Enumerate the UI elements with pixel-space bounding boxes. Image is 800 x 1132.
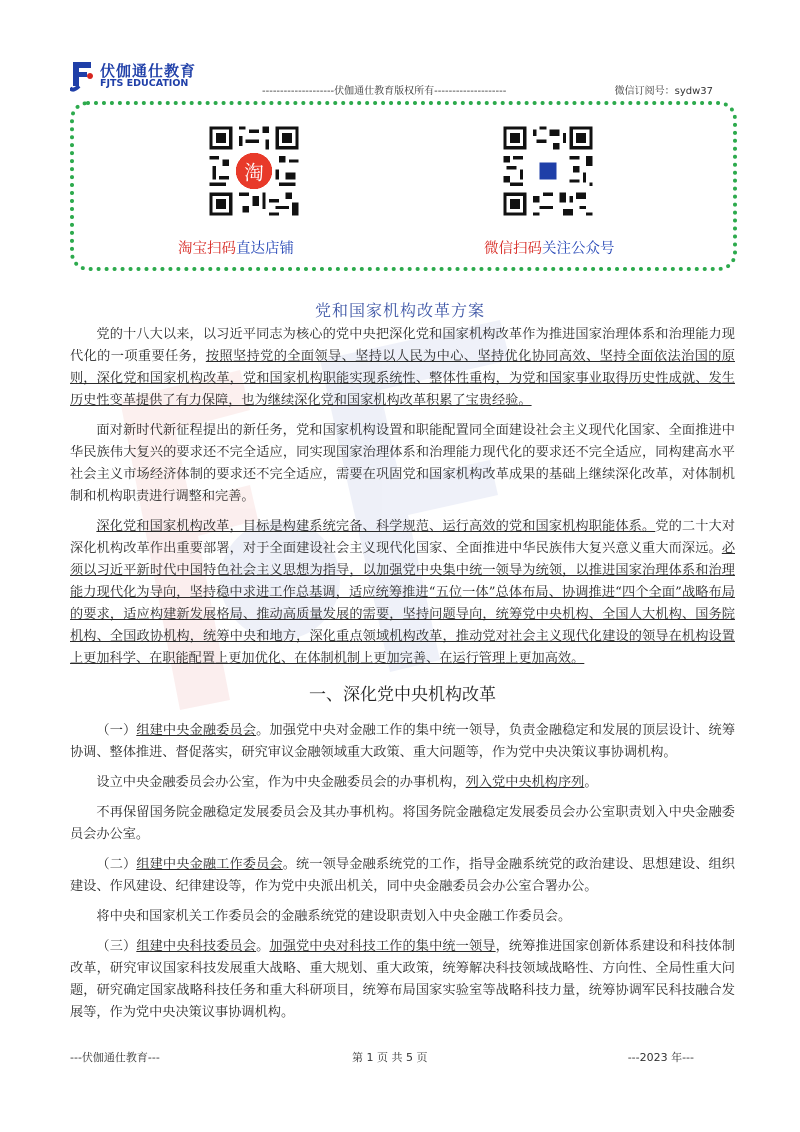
logo-text-cn: 伏伽通仕教育 (100, 62, 197, 80)
item-financial-commission: （一）组建中央金融委员会。加强党中央对金融工作的集中统一领导，负责金融稳定和发展的顶层设计、统筹协调、整体推进、督促落实，研究审议金融领域重大政策、重大问题等，作为党中央决策议事协调机构。 (70, 723, 736, 760)
logo-mark-icon (70, 58, 96, 92)
wechat-qr-code[interactable] (500, 123, 596, 219)
footer-year: ---2023 年--- (627, 1051, 694, 1064)
paragraph-task: 面对新时代新征程提出的新任务，党和国家机构设置和职能配置同全面建设社会主义现代化国家、全面推进中华民族伟大复兴的要求还不完全适应，同实现国家治理体系和治理能力现代化的要求还不完全适应，同构建高水平社会主义市场经济体制的要求还不完全适应，需要在巩固党和国家机构改革成果的基础上继续深化改革，对体制机制和机构职责进行调整和完善。 (70, 423, 735, 504)
item-science-commission: （三）组建中央科技委员会。加强党中央对科技工作的集中统一领导，统筹推进国家创新体系建设和科技体制改革，研究审议国家科技发展重大战略、重大规划、重大政策，统筹解决科技领域战略性、方向性、全局性重大问题，研究确定国家战略科技任务和重大科研项目，统筹布局国家实验室等战略科技力量，统筹协调军民科技融合发展等，作为党中央决策议事协调机构。 (70, 939, 736, 1020)
wechat-caption-follow: 关注公众号 (542, 241, 615, 257)
header-wechat-id: 微信订阅号：sydw37 (614, 86, 713, 97)
page-number: 第 1 页 共 5 页 (352, 1051, 428, 1064)
qr-code-panel (70, 101, 737, 271)
item-financial-office: 设立中央金融委员会办公室，作为中央金融委员会的办事机构，列入党中央机构序列。 (96, 775, 598, 790)
taobao-qr-badge: 淘 (244, 161, 264, 185)
item-financial-stability: 不再保留国务院金融稳定发展委员会及其办事机构。将国务院金融稳定发展委员会办公室职责划入中央金融委员会办公室。 (70, 805, 735, 842)
paragraph-goal: 深化党和国家机构改革，目标是构建系统完备、科学规范、运行高效的党和国家机构职能体系。党的二十大对深化机构改革作出重要部署，对于全面建设社会主义现代化国家、全面推进中华民族伟大复兴意义重大而深远。必须以习近平新时代中国特色社会主义思想为指导，以加强党中央集中统一领导为统领，以推进国家治理体系和治理能力现代化为导向，坚持稳中求进工作总基调，适应统筹推进“五位一体”总体布局、协调推进“四个全面”战略布局的要求，适应构建新发展格局、推动高质量发展的需要，坚持问题导向，统筹党中央机构、全国人大机构、国务院机构、全国政协机构，统筹中央和地方，深化重点领域机构改革，推动党对社会主义现代化建设的领导在机构设置上更加科学、在职能配置上更加优化、在体制机制上更加完善、在运行管理上更加高效。 (70, 519, 736, 666)
section-heading: 一、深化党中央机构改革 (309, 685, 496, 705)
document-title: 党和国家机构改革方案 (314, 301, 485, 320)
brand-logo (70, 58, 210, 92)
paragraph-intro: 党的十八大以来，以习近平同志为核心的党中央把深化党和国家机构改革作为推进国家治理体系和治理能力现代化的一项重要任务，按照坚持党的全面领导、坚持以人民为中心、坚持优化协同高效、坚持全面依法治国的原则，深化党和国家机构改革，党和国家机构职能实现系统性、整体性重构，为党和国家事业取得历史性成就、发生历史性变革提供了有力保障，也为继续深化党和国家机构改革积累了宝贵经验。 (70, 327, 735, 408)
item-financial-party-duties: 将中央和国家机关工作委员会的金融系统党的建设职责划入中央金融工作委员会。 (96, 909, 572, 924)
item-financial-work-committee: （二）组建中央金融工作委员会。统一领导金融系统党的工作，指导金融系统党的政治建设、思想建设、组织建设、作风建设、纪律建设等，作为党中央派出机关，同中央金融委员会办公室合署办公。 (70, 857, 735, 894)
taobao-caption-scan: 淘宝扫码 (178, 241, 236, 257)
taobao-qr-code[interactable] (206, 123, 302, 219)
taobao-caption (178, 237, 294, 258)
wechat-caption-scan: 微信扫码 (484, 241, 542, 257)
document-body (70, 324, 735, 1024)
logo-text-en: FJTS EDUCATION (100, 78, 189, 89)
taobao-caption-store: 直达店铺 (236, 241, 294, 257)
header-copyright: --------------------伏伽通仕教育版权所有-------------------- (262, 86, 507, 97)
footer-brand: ---伏伽通仕教育--- (70, 1051, 160, 1064)
wechat-caption (484, 237, 615, 258)
